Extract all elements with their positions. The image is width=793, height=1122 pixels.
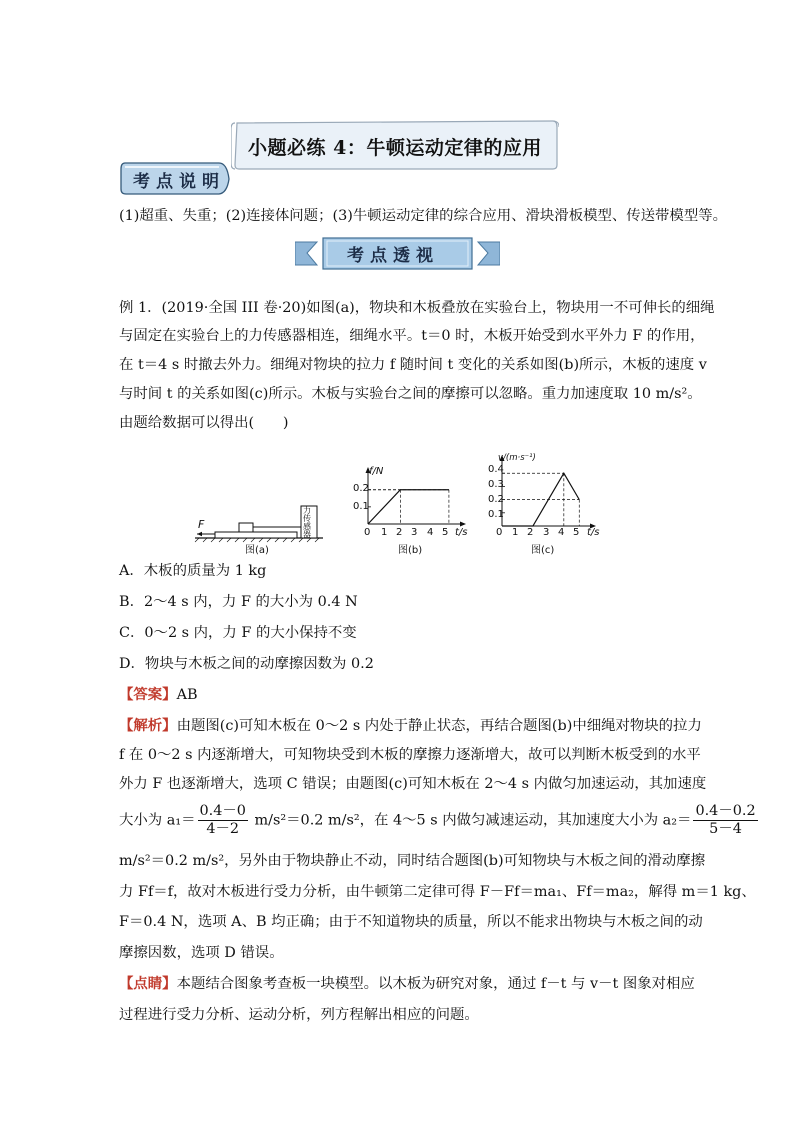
figure-c-xtick: 3 (543, 527, 550, 538)
figure-c-ytick: 0.2 (488, 494, 504, 505)
figure-b-ytick: 0.1 (353, 501, 369, 512)
badge-shuoming-label: 考点说明 (133, 172, 225, 192)
figure-c-xtick: 5 (573, 527, 580, 538)
analysis-line-4 (119, 803, 760, 838)
analysis-text-1: 由题图(c)可知木板在 0～2 s 内处于静止状态，再结合题图(b)中细绳对物块的拉力 (176, 718, 702, 734)
figure-c-origin: 0 (496, 527, 503, 538)
figure-b-xtick: 2 (396, 527, 403, 538)
analysis-line-5: m/s²＝0.2 m/s²，另外由于物块静止不动，同时结合题图(b)可知物块与木板之间的滑动摩擦 (119, 853, 706, 869)
figure-a-caption: 图(a) (245, 545, 269, 556)
figure-c-ylabel: v/(m·s⁻¹) (498, 453, 536, 463)
question-line-3: 在 t＝4 s 时撤去外力。细绳对物块的拉力 f 随时间 t 变化的关系如图(b)所示，木板的速度 v (119, 357, 707, 373)
option-c: C．0～2 s 内，力 F 的大小保持不变 (119, 625, 357, 641)
figure-c-xlabel: t/s (587, 527, 600, 538)
figure-b-origin: 0 (364, 527, 371, 538)
page-title: 小题必练 4：牛顿运动定律的应用 (248, 137, 542, 159)
option-b: B．2～4 s 内，力 F 的大小为 0.4 N (119, 594, 358, 610)
answer-line (119, 686, 198, 704)
fraction-a2-numerator: 0.4－0.2 (695, 803, 756, 819)
comment-line-1 (119, 975, 695, 993)
comment-text-1: 本题结合图象考查板一块模型。以木板为研究对象，通过 f－t 与 v－t 图象对相应 (176, 976, 695, 992)
figure-b-caption: 图(b) (398, 545, 423, 556)
figure-b-xtick: 1 (381, 527, 388, 538)
figure-a-sensor-label: 力传感器 (303, 506, 311, 539)
question-line-4: 与时间 t 的关系如图(c)所示。木板与实验台之间的摩擦可以忽略。重力加速度取 10 m/s²。 (119, 386, 702, 402)
question-text-1: 如图(a)，物块和木板叠放在实验台上，物块用一不可伸长的细绳 (306, 300, 715, 316)
figure-b-xtick: 5 (442, 527, 449, 538)
figure-a-force-label: F (198, 518, 205, 531)
analysis-line-8: 摩擦因数，选项 D 错误。 (119, 945, 284, 961)
analysis-line-7: F＝0.4 N，选项 A、B 均正确；由于不知道物块的质量，所以不能求出物块与木板之间的动 (119, 914, 703, 930)
question-line-5: 由题给数据可以得出( ) (119, 415, 289, 431)
figure-b-xtick: 4 (427, 527, 434, 538)
comment-label: 【点睛】 (119, 975, 177, 992)
fraction-a1 (198, 803, 248, 838)
scope-text: (1)超重、失重；(2)连接体问题；(3)牛顿运动定律的综合应用、滑块滑板模型、传送带模型等。 (119, 208, 727, 224)
figure-c-ytick: 0.3 (488, 479, 504, 490)
figure-c-xtick: 2 (527, 527, 534, 538)
analysis-text-4a: 大小为 a₁＝ (119, 812, 196, 829)
analysis-line-2: f 在 0～2 s 内逐渐增大，可知物块受到木板的摩擦力逐渐增大，故可以判断木板受到的水平 (119, 747, 701, 763)
x-axis-arrow (460, 522, 466, 527)
question-line-1 (119, 299, 715, 317)
answer-label: 【答案】 (119, 686, 177, 703)
figure-b-xtick: 3 (411, 527, 418, 538)
figure-c-ytick: 0.4 (488, 464, 504, 475)
fraction-a2-denominator: 5－4 (709, 821, 742, 837)
option-a: A．木板的质量为 1 kg (119, 563, 267, 579)
figure-c-xtick: 1 (512, 527, 519, 538)
comment-line-2: 过程进行受力分析、运动分析，列方程解出相应的问题。 (119, 1007, 479, 1023)
analysis-line-6: 力 Ff＝f，故对木板进行受力分析，由牛顿第二定律可得 F－Ff＝ma₁、Ff＝ma₂，解得 m＝1 kg、 (119, 884, 756, 900)
figure-c-xtick: 4 (558, 527, 565, 538)
analysis-text-4b: m/s²＝0.2 m/s²，在 4～5 s 内做匀减速运动，其加速度大小为 a₂＝ (249, 812, 692, 829)
series-line (368, 490, 449, 524)
figure-b-xlabel: t/s (455, 527, 468, 538)
question-source: (2019·全国 III 卷·20) (161, 300, 307, 316)
fraction-a1-numerator: 0.4－0 (199, 803, 246, 819)
figure-b-ylabel: f/N (369, 466, 384, 477)
analysis-line-1 (119, 717, 702, 735)
analysis-label: 【解析】 (119, 717, 177, 734)
answer-value: AB (176, 687, 198, 703)
analysis-line-3: 外力 F 也逐渐增大，选项 C 错误；由题图(c)可知木板在 2～4 s 内做匀加速运动，其加速度 (119, 776, 707, 792)
option-d: D．物块与木板之间的动摩擦因数为 0.2 (119, 656, 374, 672)
figure-b-ytick: 0.2 (353, 483, 369, 494)
badge-touxi-label: 考点透视 (347, 246, 439, 266)
question-label: 例 1． (119, 300, 162, 316)
fraction-a2 (693, 803, 757, 838)
question-line-2: 与固定在实验台上的力传感器相连，细绳水平。t＝0 时，木板开始受到水平外力 F 的作用， (119, 328, 705, 344)
figure-c-ytick: 0.1 (488, 509, 504, 520)
fraction-a1-denominator: 4－2 (206, 821, 240, 837)
figure-c-caption: 图(c) (531, 545, 555, 556)
